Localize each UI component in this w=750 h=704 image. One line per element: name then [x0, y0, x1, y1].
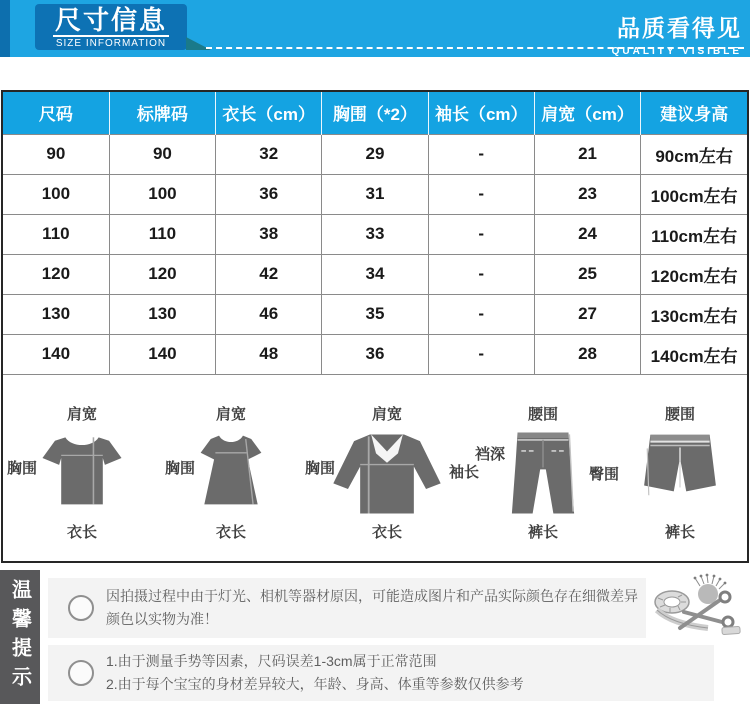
table-row [3, 294, 747, 334]
diagram-pants [473, 375, 619, 562]
table-cell: 33 [322, 214, 428, 254]
title-ribbon [35, 4, 187, 50]
page-title: 尺寸信息 [54, 5, 167, 35]
tip-note-2-line-1: 1.由于测量手势等因素，尺码误差1-3cm属于正常范围 [106, 653, 437, 669]
table-cell: - [428, 294, 534, 334]
table-cell: 36 [216, 174, 322, 214]
table-cell: 34 [322, 254, 428, 294]
size-table [3, 92, 747, 375]
top-banner [0, 0, 750, 57]
tshirt-icon [30, 427, 134, 513]
table-cell: 120 [3, 254, 109, 294]
label-hip: 臀围 [588, 465, 619, 483]
dress-icon [185, 427, 277, 513]
label-pants-length: 裤长 [664, 523, 695, 541]
table-row [3, 214, 747, 254]
col-header-shoulder: 肩宽（cm） [534, 92, 640, 134]
table-cell: 130 [3, 294, 109, 334]
sewing-kit-icon [650, 572, 746, 636]
table-cell: 110cm左右 [641, 214, 747, 254]
table-cell: 100 [109, 174, 215, 214]
col-header-garment-length: 衣长（cm） [216, 92, 322, 134]
table-cell: 140 [3, 334, 109, 374]
label-waist: 腰围 [664, 405, 695, 423]
table-row [3, 134, 747, 174]
size-chart-box [1, 90, 749, 563]
label-shoulder-width: 肩宽 [215, 405, 246, 423]
table-cell: 27 [534, 294, 640, 334]
jacket-icon [326, 427, 448, 521]
table-header-row [3, 92, 747, 134]
tips-sidebar: 温馨提示 [0, 570, 40, 704]
label-sleeve-length: 袖长 [448, 463, 479, 481]
label-garment-length: 衣长 [215, 523, 246, 541]
label-crotch-depth: 裆深 [475, 445, 506, 463]
col-header-chest: 胸围（*2） [322, 92, 428, 134]
table-cell: 120cm左右 [641, 254, 747, 294]
table-cell: 90 [3, 134, 109, 174]
quality-tagline-en: QUALITY VISIBLE [611, 46, 742, 57]
tip-note-1 [48, 578, 646, 638]
table-cell: - [428, 214, 534, 254]
tip-note-2 [48, 645, 714, 701]
table-cell: 35 [322, 294, 428, 334]
bullet-circle-icon [68, 595, 94, 621]
table-cell: 25 [534, 254, 640, 294]
tip-note-1-text [106, 585, 638, 631]
label-waist: 腰围 [527, 405, 558, 423]
diagram-dress [161, 375, 301, 562]
label-shoulder-width: 肩宽 [371, 405, 402, 423]
table-cell: 120 [109, 254, 215, 294]
quality-tagline-cn: 品质看得见 [617, 15, 742, 41]
banner-left-strip [0, 0, 10, 57]
table-row [3, 254, 747, 294]
col-header-tag-size: 标牌码 [109, 92, 215, 134]
table-cell: 90 [109, 134, 215, 174]
table-cell: 140cm左右 [641, 334, 747, 374]
label-chest: 胸围 [305, 459, 336, 477]
table-cell: 100 [3, 174, 109, 214]
table-cell: - [428, 254, 534, 294]
table-cell: 140 [109, 334, 215, 374]
col-header-sleeve: 袖长（cm） [428, 92, 534, 134]
table-cell: 48 [216, 334, 322, 374]
table-cell: 31 [322, 174, 428, 214]
table-cell: 21 [534, 134, 640, 174]
table-cell: 32 [216, 134, 322, 174]
tip-note-1-line-1: 因拍摄过程中由于灯光、相机等器材原因，可能造成图片和产品实际颜色存在细微差异 [106, 588, 638, 604]
shorts-icon [641, 427, 719, 505]
table-cell: 130cm左右 [641, 294, 747, 334]
label-chest: 胸围 [7, 459, 38, 477]
table-cell: 110 [109, 214, 215, 254]
diagram-tshirt [3, 375, 161, 562]
table-cell: 90cm左右 [641, 134, 747, 174]
table-cell: 38 [216, 214, 322, 254]
table-cell: - [428, 334, 534, 374]
table-cell: 46 [216, 294, 322, 334]
page-subtitle: SIZE INFORMATION [55, 38, 167, 49]
tip-note-2-line-2: 2.由于每个宝宝的身材差异较大，年龄、身高、体重等参数仅供参考 [106, 676, 524, 692]
diagram-jacket [301, 375, 479, 562]
table-cell: 100cm左右 [641, 174, 747, 214]
table-cell: - [428, 174, 534, 214]
label-garment-length: 衣长 [371, 523, 402, 541]
col-header-height: 建议身高 [641, 92, 747, 134]
label-shoulder-width: 肩宽 [66, 405, 97, 423]
table-cell: 28 [534, 334, 640, 374]
tip-note-1-line-2: 颜色以实物为准！ [106, 611, 218, 627]
label-pants-length: 裤长 [527, 523, 558, 541]
table-cell: - [428, 134, 534, 174]
table-cell: 24 [534, 214, 640, 254]
table-cell: 130 [109, 294, 215, 334]
bullet-circle-icon [68, 660, 94, 686]
measurement-diagrams [3, 375, 747, 562]
tips-section [0, 570, 750, 704]
table-cell: 36 [322, 334, 428, 374]
table-row [3, 334, 747, 374]
table-cell: 42 [216, 254, 322, 294]
pants-icon [510, 427, 576, 519]
table-row [3, 174, 747, 214]
col-header-size: 尺码 [3, 92, 109, 134]
diagram-shorts [613, 375, 747, 562]
label-chest: 胸围 [165, 459, 196, 477]
table-cell: 23 [534, 174, 640, 214]
tip-note-2-text [106, 650, 524, 696]
table-cell: 110 [3, 214, 109, 254]
table-cell: 29 [322, 134, 428, 174]
quality-tagline [612, 10, 742, 57]
label-garment-length: 衣长 [66, 523, 97, 541]
